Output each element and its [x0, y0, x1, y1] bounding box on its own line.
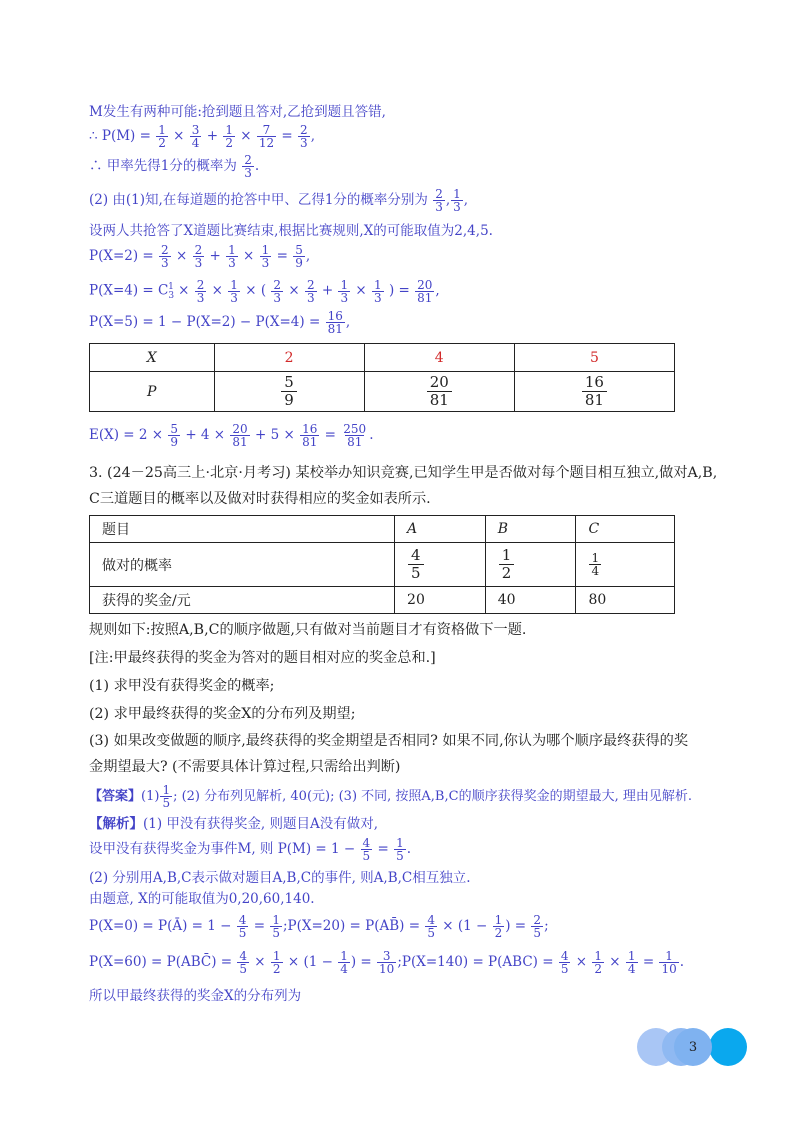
q3-stem-1: 3. (24－25高三上·北京·月考习) 某校举办知识竞赛,已知学生甲是否做对每个题目相互独立,做对A,B, — [89, 465, 718, 481]
sol-px5: P(X=5) = 1 − P(X=2) − P(X=4) = $\frac{16}{81}$ , — [89, 309, 351, 336]
rule-2: [注:甲最终获得的奖金为答对的题目相对应的奖金总和.] — [89, 650, 436, 666]
t1-header-4: 4 — [364, 344, 514, 372]
t2-head-a: A — [395, 516, 486, 543]
analysis-line-4: 由题意, X的可能取值为0,20,60,140. — [89, 891, 315, 907]
t2-head-c: C — [576, 516, 675, 543]
sol-line-pm: ∴ P(M) = $\frac{1}{2}$ × $\frac{3}{4}$ + $\frac{1}{2}$ × $\frac{7}{12}$ = $\frac{2}{3}$ , — [89, 123, 315, 150]
rule-5: (3) 如果改变做题的顺序,最终获得的奖金期望是否相同? 如果不同,你认为哪个顺序最终获得的奖 — [89, 733, 689, 749]
t1-prob-4: $\frac{20}{81}$ — [364, 372, 514, 412]
t2-prob-a: $\frac{4}{5}$ — [395, 543, 486, 587]
q3-stem-2: C三道题目的概率以及做对时获得相应的奖金如表所示. — [89, 491, 431, 507]
t2-row-prob-label: 做对的概率 — [90, 543, 395, 587]
t1-row-p: P — [90, 372, 215, 412]
sol-px4: $P(X=4) = C_3^1$ × $\frac{2}{3}$ × $\frac{1}{3}$ × ( $\frac{2}{3}$ × $\frac{2}{3}$ + $\frac{1}{3}$ × $\frac{1}{3}$ ) = $\frac{20}{81}$ , — [89, 277, 440, 305]
analysis-line-1: 【解析】(1) 甲没有获得奖金, 则题目A没有做对, — [89, 816, 379, 832]
t1-header-2: 2 — [214, 344, 364, 372]
rule-4: (2) 求甲最终获得的奖金X的分布列及期望; — [89, 706, 356, 722]
t1-prob-5: $\frac{16}{81}$ — [514, 372, 674, 412]
t1-header-x: X — [90, 344, 215, 372]
sol-line-1: M发生有两种可能:抢到题且答对,乙抢到题且答错, — [89, 104, 386, 120]
distribution-table-1 — [89, 343, 675, 412]
t1-prob-2: $\frac{5}{9}$ — [214, 372, 364, 412]
sol-line-first: ∴ 甲率先得1分的概率为 $\frac{2}{3}$ . — [89, 153, 260, 180]
sol-line-x: 设两人共抢答了X道题比赛结束,根据比赛规则,X的可能取值为2,4,5. — [89, 223, 493, 239]
t2-row-money-label: 获得的奖金/元 — [90, 587, 395, 614]
answer-line: 【答案】(1) $\frac{1}{5}$ ; (2) 分布列见解析, 40(元); (3) 不同, 按照A,B,C的顺序获得奖金的期望最大, 理由见解析. — [89, 783, 692, 810]
sol-px2: P(X=2) = $\frac{2}{3}$ × $\frac{2}{3}$ + $\frac{1}{3}$ × $\frac{1}{3}$ = $\frac{5}{9}$ , — [89, 243, 311, 270]
t2-money-a: 20 — [395, 587, 486, 614]
t1-header-5: 5 — [514, 344, 674, 372]
analysis-line-2: 设甲没有获得奖金为事件M, 则 P(M) = 1 − $\frac{4}{5}$ = $\frac{1}{5}$ . — [89, 836, 411, 863]
t2-money-b: 40 — [485, 587, 576, 614]
rule-6: 金期望最大? (不需要具体计算过程,只需给出判断) — [89, 759, 401, 775]
sol-line-2: (2) 由(1)知,在每道题的抢答中甲、乙得1分的概率分别为 $\frac{2}{3}$ , $\frac{1}{3}$ , — [89, 187, 469, 214]
rule-1: 规则如下:按照A,B,C的顺序做题,只有做对当前题目才有资格做下一题. — [89, 622, 527, 638]
t2-money-c: 80 — [576, 587, 675, 614]
analysis-line-3: (2) 分别用A,B,C表示做对题目A,B,C的事件, 则A,B,C相互独立. — [89, 870, 471, 886]
t2-prob-b: $\frac{1}{2}$ — [485, 543, 576, 587]
analysis-px60: P(X=60) = P(ABC̄) = $\frac{4}{5}$ × $\frac{1}{2}$ × (1 − $\frac{1}{4}$ ) = $\frac{3}{10}$ ;P(X=140) = P(ABC) = $\frac{4}{5}$ × $\frac{1}{2}$ × $\frac{1}{4}$ = $\frac{1}{10}$ . — [89, 949, 685, 976]
analysis-line-7: 所以甲最终获得的奖金X的分布列为 — [89, 988, 302, 1004]
analysis-px0: P(X=0) = P(Ā) = 1 − $\frac{4}{5}$ = $\frac{1}{5}$ ;P(X=20) = P(AB̄) = $\frac{4}{5}$ × (1 − $\frac{1}{2}$ ) = $\frac{2}{5}$ ; — [89, 913, 549, 940]
t2-prob-c: $\frac{1}{4}$ — [576, 543, 675, 587]
sol-ex: E(X) = 2 × $\frac{5}{9}$ + 4 × $\frac{20}{81}$ + 5 × $\frac{16}{81}$ = $\frac{250}{81}$ . — [89, 422, 374, 449]
question-table — [89, 515, 675, 614]
rule-3: (1) 求甲没有获得奖金的概率; — [89, 678, 275, 694]
t2-head-b: B — [485, 516, 576, 543]
t2-head-topic: 题目 — [90, 516, 395, 543]
page-badge-decor-3 — [709, 1028, 747, 1066]
page-number: 3 — [674, 1028, 712, 1066]
